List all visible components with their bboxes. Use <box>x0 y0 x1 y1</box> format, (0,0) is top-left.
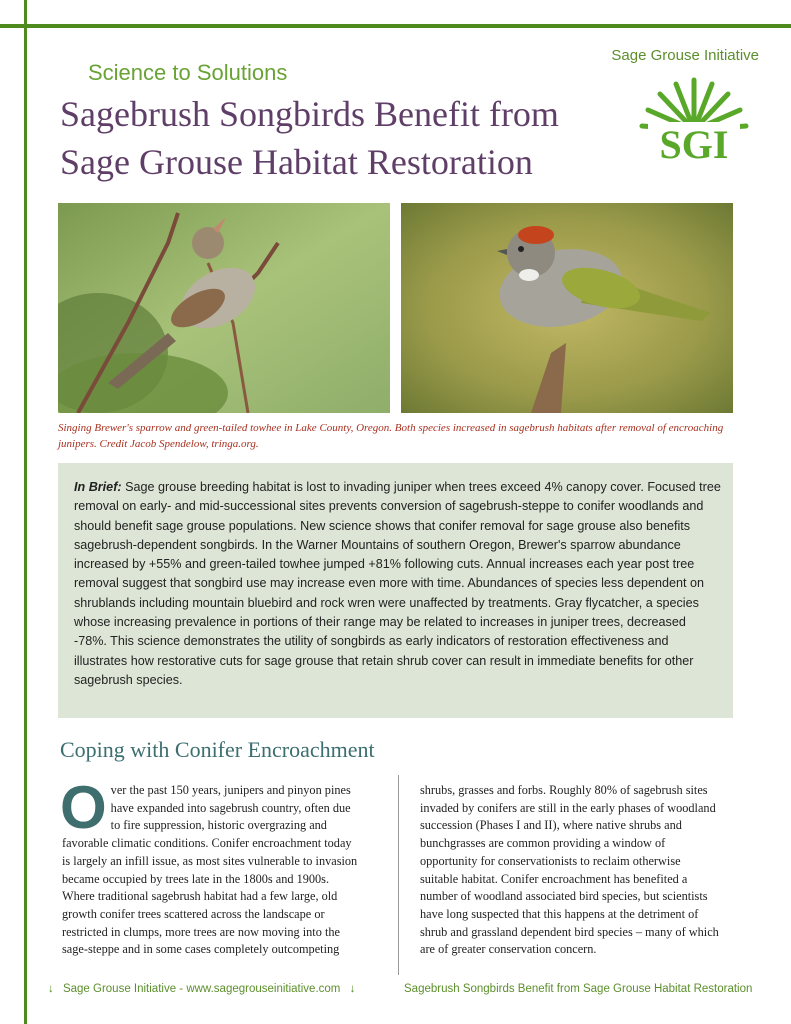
section-heading: Coping with Conifer Encroachment <box>60 737 375 762</box>
in-brief-body: Sage grouse breeding habitat is lost to invading juniper when trees exceed 4% canopy cover. Focused tree removal on early- and mid-successional sites prevents conversion of sagebrush-steppe to conifer woodlands and should benefit sage grouse populations. New science shows that conifer removal for sage grouse also benefits sagebrush-dependent songbirds. In the Warner Mountains of southern Oregon, Brewer's sparrow abundance increased by +55% and green-tailed towhee jumped +81% following cuts. Annual increases each year post tree removal suggest that songbird use may increase even more with time. Abundances of species less dependent on shrublands including mountain bluebird and rock wren were unaffected by treatments. Gray flycatcher, a species whose increasing prevalence in portions of their range may be related to increases in juniper trees, decreased -78%. This science demonstrates the utility of songbirds as early indicators of restoration effectiveness and illustrates how restorative cuts for sage grouse that retain shrub cover can result in immediate benefits for other sagebrush species. <box>74 480 721 687</box>
brewers-sparrow-photo <box>58 203 390 413</box>
footer-left-text: Sage Grouse Initiative - www.sagegrouseinitiative.com <box>62 983 341 995</box>
in-brief-text <box>74 478 722 690</box>
org-name: Sage Grouse Initiative <box>611 47 759 64</box>
body-column-left <box>60 774 358 959</box>
footer-left <box>48 983 355 995</box>
green-tailed-towhee-photo <box>401 203 733 413</box>
logo-lettering: SGI <box>659 122 729 164</box>
series-kicker: Science to Solutions <box>88 60 288 85</box>
body-column-right: shrubs, grasses and forbs. Roughly 80% of sagebrush sites invaded by conifers are still in the early phases of woodland succession (Phases I and II), where native shrubs and bunchgrasses are common providing a window of opportunity for conservationists to reclaim otherwise suitable habitat. Conifer encroachment has benefited a number of woodland associated bird species, but scientists have long suspected that this happens at the detriment of shrub and grassland dependent bird species – many of which are of greater conservation concern. <box>420 783 719 957</box>
page-title: Sagebrush Songbirds Benefit from Sage Grouse Habitat Restoration <box>60 94 559 182</box>
top-border-line <box>0 24 791 28</box>
footer-right-text: Sagebrush Songbirds Benefit from Sage Grouse Habitat Restoration <box>404 983 753 995</box>
in-brief-label: In Brief: <box>74 480 122 494</box>
in-brief-box <box>58 463 733 718</box>
drop-cap: O <box>60 774 107 841</box>
column-divider <box>398 775 399 975</box>
arrow-down-icon: ↓ <box>48 983 54 995</box>
photo-caption: Singing Brewer's sparrow and green-tailed towhee in Lake County, Oregon. Both species increased in sagebrush habitats after removal of encroaching junipers. Credit Jacob Spendelow, tringa.org. <box>58 422 724 450</box>
left-border-line <box>24 0 27 1024</box>
arrow-down-icon: ↓ <box>349 983 356 995</box>
body-column-left-text: ver the past 150 years, junipers and pinyon pines have expanded into sagebrush country, often due to fire suppression, historic overgrazing and favorable climatic conditions. Conifer encroachment today is largely an infill issue, as most sites vulnerable to invasion became occupied by trees late in the 1800s and 1900s. Where traditional sagebrush habitat had a few large, old growth conifer trees scattered across the landscape or restricted in clumps, more trees are now moving into the sage-steppe and in some cases completely outcompeting <box>62 783 358 957</box>
sgi-logo <box>634 68 754 164</box>
